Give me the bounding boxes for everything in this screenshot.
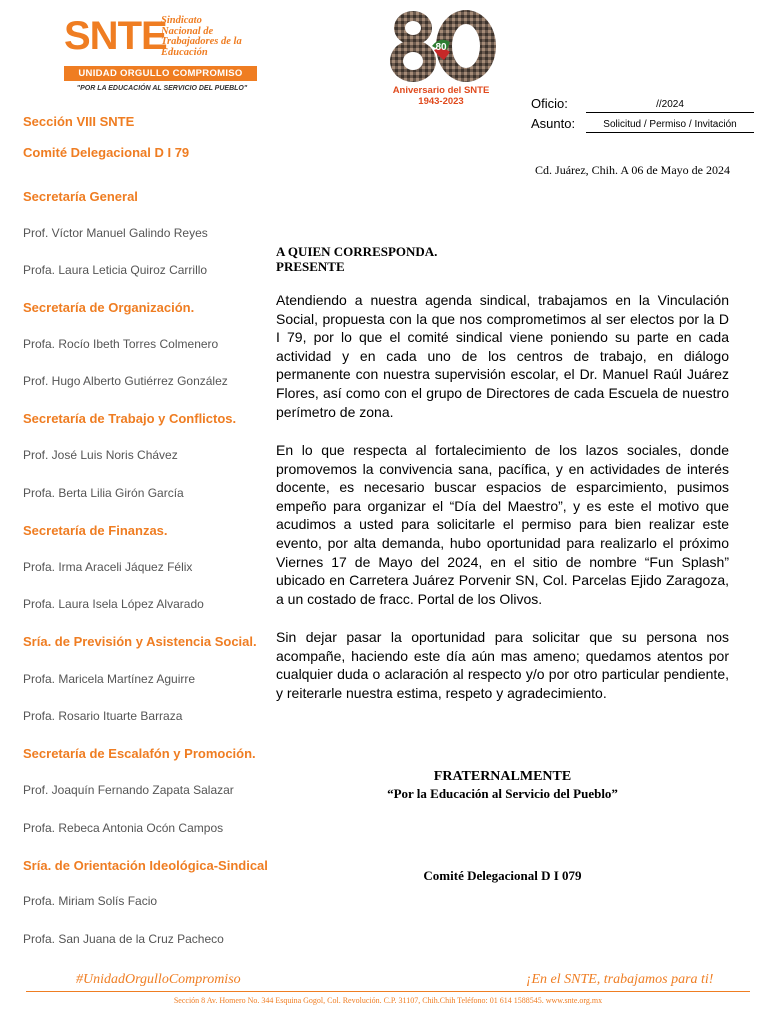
paragraph-1: Atendiendo a nuestra agenda sindical, trabajamos en la Vinculación Social, propuesta con la que nos comprometimos al ser electos por la D I 79, por lo que el comité sindical viene poniendo su parte en cada actividad y en cada uno de los centros de trabajo, en diálogo permanente con nuestra supervisión escolar, el Dr. Manuel Raúl Juárez Flores, así como con el grupo de Directores de cada Escuela de nuestro perímetro de zona.: [276, 292, 729, 420]
closing: FRATERNALMENTE: [433, 769, 572, 784]
salutation-presente: PRESENTE: [276, 259, 345, 274]
snte-logo: [64, 14, 260, 98]
sidebar-group-title: Secretaría de Organización.: [23, 300, 195, 315]
footer-divider: [26, 991, 750, 992]
sidebar-seccion: Sección VIII SNTE: [23, 114, 135, 129]
sidebar-member: Profa. Laura Leticia Quiroz Carrillo: [23, 263, 208, 277]
sidebar-member: Profa. Laura Isela López Alvarado: [23, 597, 204, 611]
sidebar-group-title: Secretaría de Escalafón y Promoción.: [23, 746, 256, 761]
sidebar-comite: Comité Delegacional D I 79: [23, 145, 190, 160]
oficio-value: //2024: [586, 98, 754, 113]
sidebar-member: Profa. Rebeca Antonia Ocón Campos: [23, 821, 224, 835]
sidebar-group-title: Secretaría de Finanzas.: [23, 523, 168, 538]
sidebar-member: Profa. San Juana de la Cruz Pacheco: [23, 932, 224, 946]
anniversary-number: 80: [435, 42, 447, 53]
paragraph-2: En lo que respecta al fortalecimiento de los lazos sociales, donde promovemos la convivencia sana, pacífica, y en actividades de interés docente, es necesario buscar espacios de esparcimiento, pusimos empeño para organizar el “Día del Maestro”, y es este el motivo que acudimos a usted para solicitarle el permiso para bien realizar este evento, por alta demanda, hubo oportunidad para realizarlo el próximo Viernes 17 de Mayo del 2024, en el sitio de nombre “Fun Splash” ubicado en Carretera Juárez Porvenir SN, Col. Parcelas Ejido Zaragoza, a un costado de fracc. Portal de los Olivos.: [276, 442, 729, 607]
logo-word: SNTE: [64, 14, 167, 58]
sidebar-member: Profa. Rosario Ituarte Barraza: [23, 709, 183, 723]
anniversary-emblem: [380, 6, 502, 112]
logo-bar: UNIDAD ORGULLO COMPROMISO: [64, 66, 257, 81]
sidebar-member: Prof. Víctor Manuel Galindo Reyes: [23, 226, 208, 240]
sidebar-group-title: Sría. de Previsión y Asistencia Social.: [23, 634, 257, 649]
logo-sub-line: Trabajadores de la: [161, 36, 242, 47]
sidebar-member: Prof. José Luis Noris Chávez: [23, 448, 178, 462]
signature: Comité Delegacional D I 079: [423, 868, 582, 883]
sidebar-member: Profa. Irma Araceli Jáquez Félix: [23, 560, 193, 574]
anniversary-80-graphic: [380, 6, 502, 86]
footer-address: Sección 8 Av. Homero No. 344 Esquina Gogol, Col. Revolución. C.P. 31107, Chih.Chih Teléfono: 01 614 1588545. www.snte.org.mx: [173, 996, 603, 1005]
logo-sub-line: Sindicato: [161, 15, 202, 26]
anniversary-years: 1943-2023: [418, 96, 464, 107]
logo-sub-line: Nacional de: [161, 25, 214, 37]
sidebar-group-title: Sría. de Orientación Ideológica-Sindical: [23, 858, 268, 873]
sidebar-group-title: Secretaría General: [23, 189, 138, 204]
logo-slogan: "POR LA EDUCACIÓN AL SERVICIO DEL PUEBLO": [76, 85, 248, 92]
asunto-label: Asunto:: [531, 116, 576, 131]
logo-sub-line: Educación: [161, 46, 208, 58]
sidebar-member: Prof. Joaquín Fernando Zapata Salazar: [23, 783, 234, 797]
asunto-value: Solicitud / Permiso / Invitación: [586, 118, 754, 133]
letter-date: Cd. Juárez, Chih. A 06 de Mayo de 2024: [535, 163, 730, 177]
footer-tagline: ¡En el SNTE, trabajamos para ti!: [526, 972, 714, 987]
sidebar-member: Profa. Berta Lilia Girón García: [23, 486, 184, 500]
oficio-label: Oficio:: [531, 96, 568, 111]
sidebar-member: Profa. Rocío Ibeth Torres Colmenero: [23, 337, 219, 351]
footer-hashtag: #UnidadOrgulloCompromiso: [76, 972, 241, 987]
sidebar-member: Profa. Maricela Martínez Aguirre: [23, 672, 196, 686]
sidebar-member: Prof. Hugo Alberto Gutiérrez González: [23, 374, 228, 388]
paragraph-3: Sin dejar pasar la oportunidad para solicitar que su persona nos acompañe, haciendo este día aún mas ameno; quedamos atentos por cualquier duda o aclaración al respecto y/o por otro particular pendiente, y reiterarle nuestra estima, respeto y agradecimiento.: [276, 629, 729, 701]
closing-motto: “Por la Educación al Servicio del Pueblo”: [387, 786, 618, 801]
anniversary-text: Aniversario del SNTE: [392, 85, 490, 96]
sidebar-group-title: Secretaría de Trabajo y Conflictos.: [23, 411, 237, 426]
logo-subtitle: [161, 16, 271, 58]
salutation: A QUIEN CORRESPONDA.: [276, 244, 438, 259]
sidebar-member: Profa. Miriam Solís Facio: [23, 894, 158, 908]
